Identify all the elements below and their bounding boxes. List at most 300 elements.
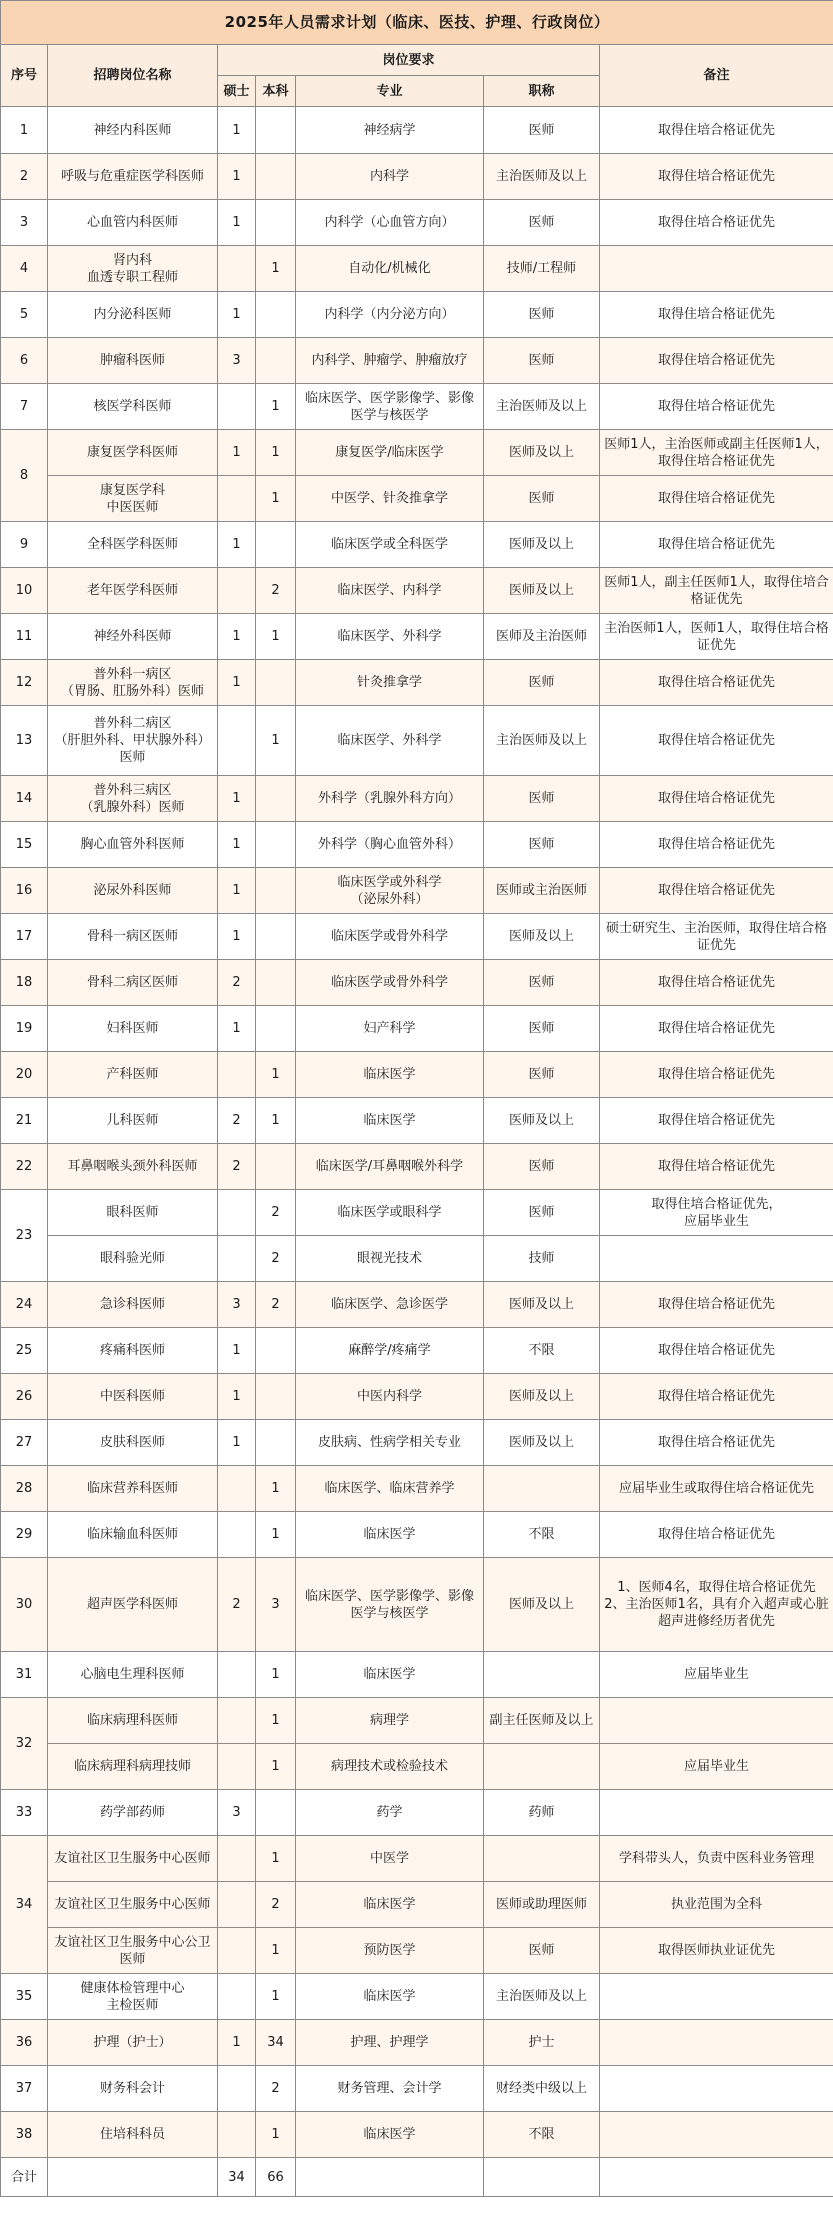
- cell-no: 14: [1, 776, 48, 822]
- cell-major: 临床医学或外科学 （泌尿外科）: [296, 868, 484, 914]
- cell-major: 内科学、肿瘤学、肿瘤放疗: [296, 338, 484, 384]
- cell-no: 12: [1, 660, 48, 706]
- cell-master: 3: [218, 1282, 256, 1328]
- cell-note: 取得住培合格证优先: [600, 706, 833, 776]
- table-row: [1, 338, 833, 384]
- cell-post: 眼科医师: [48, 1190, 218, 1236]
- cell-post: 泌尿外科医师: [48, 868, 218, 914]
- cell-major: 临床医学: [296, 1974, 484, 2020]
- cell-rank: 副主任医师及以上: [484, 1698, 600, 1744]
- cell-rank: 医师及以上: [484, 1558, 600, 1652]
- cell-bachelor: [256, 660, 296, 706]
- cell-major: 临床医学/耳鼻咽喉外科学: [296, 1144, 484, 1190]
- cell-no: 1: [1, 107, 48, 154]
- table-row: [1, 960, 833, 1006]
- cell-major: 内科学: [296, 154, 484, 200]
- cell-major: 内科学（内分泌方向）: [296, 292, 484, 338]
- table-row: [1, 1652, 833, 1698]
- cell-bachelor: 1: [256, 1466, 296, 1512]
- cell-post: 友谊社区卫生服务中心医师: [48, 1836, 218, 1882]
- table-row: [1, 1190, 833, 1236]
- cell-master: 3: [218, 1790, 256, 1836]
- cell-post: 康复医学科 中医医师: [48, 476, 218, 522]
- cell-master: [218, 1698, 256, 1744]
- total-note: [600, 2158, 833, 2197]
- cell-master: 1: [218, 430, 256, 476]
- table-row: [1, 868, 833, 914]
- cell-rank: [484, 1836, 600, 1882]
- cell-rank: 医师: [484, 338, 600, 384]
- cell-bachelor: [256, 776, 296, 822]
- cell-rank: 护士: [484, 2020, 600, 2066]
- cell-no: 24: [1, 1282, 48, 1328]
- cell-bachelor: 1: [256, 430, 296, 476]
- table-row: [1, 2020, 833, 2066]
- cell-post: 呼吸与危重症医学科医师: [48, 154, 218, 200]
- cell-no: 30: [1, 1558, 48, 1652]
- cell-bachelor: [256, 1328, 296, 1374]
- cell-rank: 不限: [484, 2112, 600, 2158]
- cell-no: 6: [1, 338, 48, 384]
- cell-bachelor: [256, 1790, 296, 1836]
- cell-rank: [484, 1652, 600, 1698]
- total-master: 34: [218, 2158, 256, 2197]
- table-row: [1, 706, 833, 776]
- header-requirements: 岗位要求: [218, 45, 600, 76]
- cell-note: 应届毕业生: [600, 1744, 833, 1790]
- cell-master: 1: [218, 822, 256, 868]
- cell-no: 8: [1, 430, 48, 522]
- cell-no: 9: [1, 522, 48, 568]
- table-row: [1, 1928, 833, 1974]
- cell-major: 临床医学或骨外科学: [296, 960, 484, 1006]
- cell-master: [218, 1836, 256, 1882]
- cell-post: 骨科一病区医师: [48, 914, 218, 960]
- cell-note: 主治医师1人，医师1人，取得住培合格证优先: [600, 614, 833, 660]
- cell-major: 临床医学、临床营养学: [296, 1466, 484, 1512]
- cell-master: [218, 246, 256, 292]
- table-row: [1, 660, 833, 706]
- cell-rank: 医师: [484, 1006, 600, 1052]
- cell-no: 16: [1, 868, 48, 914]
- cell-bachelor: [256, 338, 296, 384]
- cell-bachelor: 2: [256, 2066, 296, 2112]
- cell-rank: 医师: [484, 107, 600, 154]
- cell-rank: 医师及主治医师: [484, 614, 600, 660]
- cell-major: 临床医学: [296, 1882, 484, 1928]
- cell-no: 32: [1, 1698, 48, 1790]
- cell-note: 取得住培合格证优先: [600, 960, 833, 1006]
- cell-post: 临床输血科医师: [48, 1512, 218, 1558]
- cell-post: 临床营养科医师: [48, 1466, 218, 1512]
- cell-note: 取得住培合格证优先: [600, 1374, 833, 1420]
- table-row: [1, 822, 833, 868]
- cell-note: 执业范围为全科: [600, 1882, 833, 1928]
- cell-bachelor: [256, 154, 296, 200]
- cell-post: 核医学科医师: [48, 384, 218, 430]
- cell-note: 取得医师执业证优先: [600, 1928, 833, 1974]
- cell-note: 取得住培合格证优先: [600, 776, 833, 822]
- cell-major: 病理学: [296, 1698, 484, 1744]
- table-row: [1, 776, 833, 822]
- table-row: [1, 476, 833, 522]
- table-row: [1, 430, 833, 476]
- cell-major: 外科学（乳腺外科方向）: [296, 776, 484, 822]
- cell-post: 神经外科医师: [48, 614, 218, 660]
- cell-bachelor: [256, 292, 296, 338]
- cell-major: 临床医学或眼科学: [296, 1190, 484, 1236]
- cell-bachelor: 1: [256, 1652, 296, 1698]
- cell-no: 28: [1, 1466, 48, 1512]
- cell-master: [218, 1882, 256, 1928]
- cell-master: 1: [218, 914, 256, 960]
- cell-post: 全科医学科医师: [48, 522, 218, 568]
- cell-note: 取得住培合格证优先: [600, 292, 833, 338]
- cell-rank: [484, 1744, 600, 1790]
- cell-rank: 不限: [484, 1328, 600, 1374]
- cell-master: 2: [218, 960, 256, 1006]
- cell-note: [600, 1790, 833, 1836]
- cell-bachelor: 3: [256, 1558, 296, 1652]
- cell-no: 35: [1, 1974, 48, 2020]
- cell-bachelor: [256, 1006, 296, 1052]
- cell-master: [218, 1512, 256, 1558]
- cell-no: 19: [1, 1006, 48, 1052]
- cell-no: 13: [1, 706, 48, 776]
- cell-bachelor: 2: [256, 1236, 296, 1282]
- cell-bachelor: 1: [256, 384, 296, 430]
- table-row: [1, 1790, 833, 1836]
- table-row: [1, 568, 833, 614]
- cell-post: 产科医师: [48, 1052, 218, 1098]
- table-row: [1, 1836, 833, 1882]
- table-row: [1, 1144, 833, 1190]
- cell-note: 取得住培合格证优先: [600, 522, 833, 568]
- cell-major: 自动化/机械化: [296, 246, 484, 292]
- cell-bachelor: 1: [256, 1744, 296, 1790]
- cell-note: [600, 1698, 833, 1744]
- cell-master: 2: [218, 1558, 256, 1652]
- table-row: [1, 1882, 833, 1928]
- cell-bachelor: [256, 107, 296, 154]
- cell-note: 1、医师4名，取得住培合格证优先 2、主治医师1名，具有介入超声或心脏超声进修经历者优先: [600, 1558, 833, 1652]
- table-row: [1, 1698, 833, 1744]
- cell-bachelor: [256, 914, 296, 960]
- total-bachelor: 66: [256, 2158, 296, 2197]
- cell-post: 眼科验光师: [48, 1236, 218, 1282]
- cell-post: 临床病理科医师: [48, 1698, 218, 1744]
- cell-master: 2: [218, 1098, 256, 1144]
- cell-no: 21: [1, 1098, 48, 1144]
- cell-major: 临床医学、医学影像学、影像医学与核医学: [296, 1558, 484, 1652]
- cell-note: 取得住培合格证优先: [600, 107, 833, 154]
- cell-rank: 医师: [484, 1052, 600, 1098]
- cell-master: [218, 384, 256, 430]
- cell-note: [600, 1236, 833, 1282]
- cell-major: 临床医学、外科学: [296, 706, 484, 776]
- table-row: [1, 1236, 833, 1282]
- cell-major: 内科学（心血管方向）: [296, 200, 484, 246]
- cell-master: [218, 706, 256, 776]
- cell-note: [600, 2020, 833, 2066]
- cell-post: 健康体检管理中心 主检医师: [48, 1974, 218, 2020]
- cell-no: 11: [1, 614, 48, 660]
- table-row: [1, 154, 833, 200]
- cell-no: 27: [1, 1420, 48, 1466]
- cell-no: 5: [1, 292, 48, 338]
- table-row: [1, 1420, 833, 1466]
- total-rank: [484, 2158, 600, 2197]
- cell-rank: 医师: [484, 476, 600, 522]
- cell-master: 1: [218, 522, 256, 568]
- cell-major: 中医学、针灸推拿学: [296, 476, 484, 522]
- cell-major: 临床医学: [296, 1098, 484, 1144]
- cell-rank: 技师/工程师: [484, 246, 600, 292]
- cell-bachelor: 1: [256, 1098, 296, 1144]
- cell-note: 取得住培合格证优先: [600, 1512, 833, 1558]
- cell-rank: 医师: [484, 200, 600, 246]
- cell-master: [218, 2112, 256, 2158]
- cell-rank: 医师及以上: [484, 522, 600, 568]
- cell-note: [600, 1974, 833, 2020]
- cell-rank: 主治医师及以上: [484, 154, 600, 200]
- table-row: [1, 914, 833, 960]
- table-row: [1, 614, 833, 660]
- cell-master: 1: [218, 776, 256, 822]
- cell-major: 外科学（胸心血管外科）: [296, 822, 484, 868]
- cell-note: 取得住培合格证优先: [600, 476, 833, 522]
- cell-bachelor: [256, 822, 296, 868]
- cell-post: 疼痛科医师: [48, 1328, 218, 1374]
- cell-rank: 医师: [484, 1928, 600, 1974]
- cell-major: 眼视光技术: [296, 1236, 484, 1282]
- header-master: 硕士: [218, 76, 256, 107]
- cell-post: 胸心血管外科医师: [48, 822, 218, 868]
- header-bachelor: 本科: [256, 76, 296, 107]
- cell-note: 硕士研究生、主治医师，取得住培合格证优先: [600, 914, 833, 960]
- table-row: [1, 1466, 833, 1512]
- cell-post: 临床病理科病理技师: [48, 1744, 218, 1790]
- cell-no: 3: [1, 200, 48, 246]
- table-row: [1, 1558, 833, 1652]
- cell-major: 预防医学: [296, 1928, 484, 1974]
- cell-post: 神经内科医师: [48, 107, 218, 154]
- cell-note: 医师1人，主治医师或副主任医师1人，取得住培合格证优先: [600, 430, 833, 476]
- cell-bachelor: [256, 1420, 296, 1466]
- cell-post: 儿科医师: [48, 1098, 218, 1144]
- table-row: [1, 1744, 833, 1790]
- table-row: [1, 1098, 833, 1144]
- cell-master: [218, 1236, 256, 1282]
- cell-rank: 不限: [484, 1512, 600, 1558]
- cell-no: 2: [1, 154, 48, 200]
- cell-rank: 医师及以上: [484, 430, 600, 476]
- table-row: [1, 2112, 833, 2158]
- cell-no: 17: [1, 914, 48, 960]
- cell-note: 应届毕业生或取得住培合格证优先: [600, 1466, 833, 1512]
- cell-master: [218, 2066, 256, 2112]
- cell-major: 临床医学: [296, 2112, 484, 2158]
- cell-major: 药学: [296, 1790, 484, 1836]
- cell-note: 取得住培合格证优先: [600, 1006, 833, 1052]
- cell-bachelor: 1: [256, 1928, 296, 1974]
- header-rank: 职称: [484, 76, 600, 107]
- total-post: [48, 2158, 218, 2197]
- cell-master: 1: [218, 660, 256, 706]
- cell-major: 临床医学: [296, 1652, 484, 1698]
- cell-no: 31: [1, 1652, 48, 1698]
- cell-post: 超声医学科医师: [48, 1558, 218, 1652]
- cell-bachelor: [256, 868, 296, 914]
- cell-note: 取得住培合格证优先: [600, 384, 833, 430]
- cell-rank: 医师及以上: [484, 1098, 600, 1144]
- cell-rank: 医师及以上: [484, 1282, 600, 1328]
- cell-post: 肿瘤科医师: [48, 338, 218, 384]
- cell-master: [218, 1974, 256, 2020]
- cell-rank: 医师或助理医师: [484, 1882, 600, 1928]
- cell-post: 老年医学科医师: [48, 568, 218, 614]
- cell-bachelor: 1: [256, 1698, 296, 1744]
- cell-bachelor: [256, 200, 296, 246]
- cell-post: 康复医学科医师: [48, 430, 218, 476]
- cell-note: 取得住培合格证优先: [600, 200, 833, 246]
- cell-note: 医师1人，副主任医师1人，取得住培合格证优先: [600, 568, 833, 614]
- cell-major: 康复医学/临床医学: [296, 430, 484, 476]
- table-row: [1, 200, 833, 246]
- cell-note: 取得住培合格证优先: [600, 1144, 833, 1190]
- cell-post: 骨科二病区医师: [48, 960, 218, 1006]
- cell-master: [218, 1190, 256, 1236]
- cell-post: 耳鼻咽喉头颈外科医师: [48, 1144, 218, 1190]
- cell-major: 临床医学或骨外科学: [296, 914, 484, 960]
- cell-bachelor: 1: [256, 1512, 296, 1558]
- cell-bachelor: 2: [256, 1282, 296, 1328]
- cell-rank: 医师及以上: [484, 568, 600, 614]
- cell-note: [600, 2112, 833, 2158]
- cell-bachelor: 1: [256, 1974, 296, 2020]
- cell-post: 药学部药师: [48, 1790, 218, 1836]
- cell-major: 针灸推拿学: [296, 660, 484, 706]
- cell-no: 18: [1, 960, 48, 1006]
- header-note: 备注: [600, 45, 833, 107]
- cell-note: 取得住培合格证优先: [600, 1098, 833, 1144]
- cell-major: 临床医学、医学影像学、影像医学与核医学: [296, 384, 484, 430]
- cell-note: 学科带头人，负责中医科业务管理: [600, 1836, 833, 1882]
- table-row: [1, 1974, 833, 2020]
- cell-no: 33: [1, 1790, 48, 1836]
- cell-master: 1: [218, 292, 256, 338]
- cell-no: 23: [1, 1190, 48, 1282]
- cell-major: 临床医学、外科学: [296, 614, 484, 660]
- cell-bachelor: [256, 522, 296, 568]
- cell-rank: 药师: [484, 1790, 600, 1836]
- cell-rank: 医师或主治医师: [484, 868, 600, 914]
- cell-master: 1: [218, 1006, 256, 1052]
- cell-rank: 财经类中级以上: [484, 2066, 600, 2112]
- cell-no: 26: [1, 1374, 48, 1420]
- cell-note: 取得住培合格证优先: [600, 660, 833, 706]
- cell-major: 中医内科学: [296, 1374, 484, 1420]
- cell-note: 取得住培合格证优先: [600, 154, 833, 200]
- cell-post: 护理（护士）: [48, 2020, 218, 2066]
- cell-post: 普外科一病区 （胃肠、肛肠外科）医师: [48, 660, 218, 706]
- cell-no: 29: [1, 1512, 48, 1558]
- cell-rank: 主治医师及以上: [484, 1974, 600, 2020]
- cell-master: [218, 476, 256, 522]
- cell-no: 36: [1, 2020, 48, 2066]
- header-major: 专业: [296, 76, 484, 107]
- cell-note: 取得住培合格证优先: [600, 338, 833, 384]
- cell-rank: [484, 1466, 600, 1512]
- cell-master: 1: [218, 1328, 256, 1374]
- cell-post: 急诊科医师: [48, 1282, 218, 1328]
- table-row: [1, 292, 833, 338]
- cell-major: 临床医学或全科医学: [296, 522, 484, 568]
- cell-master: [218, 1652, 256, 1698]
- table-row: [1, 1374, 833, 1420]
- cell-note: 取得住培合格证优先: [600, 1420, 833, 1466]
- cell-master: 3: [218, 338, 256, 384]
- cell-major: 临床医学、急诊医学: [296, 1282, 484, 1328]
- cell-post: 友谊社区卫生服务中心公卫医师: [48, 1928, 218, 1974]
- cell-rank: 医师: [484, 1144, 600, 1190]
- table-row: [1, 384, 833, 430]
- cell-rank: 医师: [484, 822, 600, 868]
- cell-bachelor: 1: [256, 476, 296, 522]
- cell-bachelor: 2: [256, 568, 296, 614]
- cell-rank: 技师: [484, 1236, 600, 1282]
- cell-note: 取得住培合格证优先， 应届毕业生: [600, 1190, 833, 1236]
- cell-rank: 医师及以上: [484, 1420, 600, 1466]
- cell-bachelor: 1: [256, 706, 296, 776]
- cell-major: 病理技术或检验技术: [296, 1744, 484, 1790]
- cell-no: 10: [1, 568, 48, 614]
- cell-major: 神经病学: [296, 107, 484, 154]
- cell-major: 妇产科学: [296, 1006, 484, 1052]
- cell-post: 内分泌科医师: [48, 292, 218, 338]
- cell-bachelor: 2: [256, 1882, 296, 1928]
- cell-no: 22: [1, 1144, 48, 1190]
- cell-note: 应届毕业生: [600, 1652, 833, 1698]
- cell-post: 心脑电生理科医师: [48, 1652, 218, 1698]
- cell-note: 取得住培合格证优先: [600, 1328, 833, 1374]
- total-row: [1, 2158, 833, 2197]
- table-row: [1, 1052, 833, 1098]
- cell-master: 1: [218, 868, 256, 914]
- cell-rank: 医师: [484, 776, 600, 822]
- table-row: [1, 246, 833, 292]
- cell-major: 护理、护理学: [296, 2020, 484, 2066]
- cell-rank: 医师及以上: [484, 1374, 600, 1420]
- cell-no: 7: [1, 384, 48, 430]
- cell-rank: 医师及以上: [484, 914, 600, 960]
- cell-rank: 医师: [484, 660, 600, 706]
- cell-rank: 主治医师及以上: [484, 384, 600, 430]
- cell-master: [218, 1466, 256, 1512]
- cell-note: 取得住培合格证优先: [600, 868, 833, 914]
- cell-bachelor: [256, 960, 296, 1006]
- table-row: [1, 1282, 833, 1328]
- cell-no: 37: [1, 2066, 48, 2112]
- cell-bachelor: 1: [256, 614, 296, 660]
- cell-major: 临床医学、内科学: [296, 568, 484, 614]
- cell-master: [218, 568, 256, 614]
- cell-bachelor: 1: [256, 1836, 296, 1882]
- cell-post: 肾内科 血透专职工程师: [48, 246, 218, 292]
- cell-no: 38: [1, 2112, 48, 2158]
- cell-post: 中医科医师: [48, 1374, 218, 1420]
- table-row: [1, 2066, 833, 2112]
